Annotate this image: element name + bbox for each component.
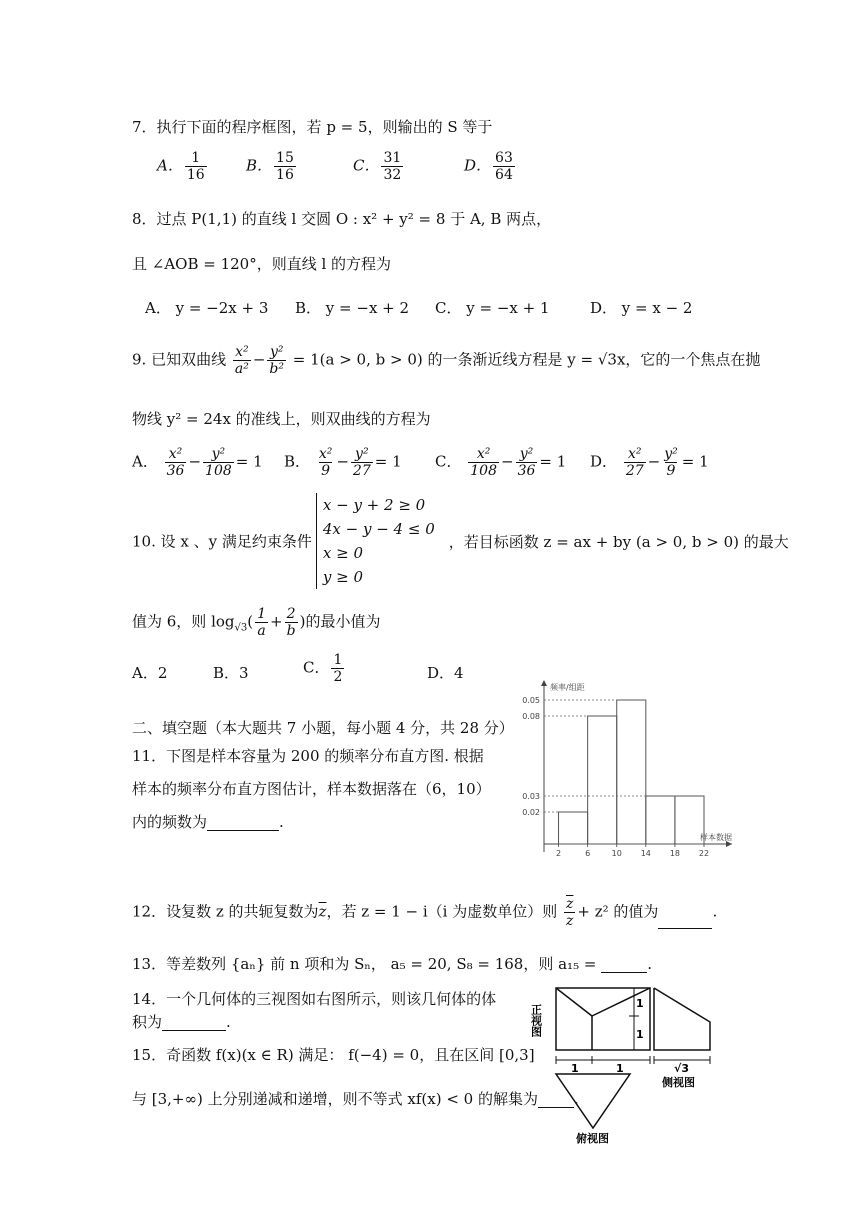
dim-label-1b: 1 xyxy=(636,1028,644,1041)
top-view-label: 俯视图 xyxy=(576,1132,609,1145)
front-view-label: 正视图 xyxy=(530,1004,543,1037)
x-axis-label: 样本数据 xyxy=(700,833,732,842)
y-tick-label: 0.03 xyxy=(522,792,540,801)
histogram-bar xyxy=(646,796,675,844)
section-heading: 二、填空题（本大题共 7 小题，每小题 4 分，共 28 分） xyxy=(132,719,514,737)
q7-option-a: A． $\frac{1}{16}$ xyxy=(157,150,205,183)
q9-line2: 物线 y² = 24x 的准线上，则双曲线的方程为 xyxy=(132,410,431,428)
q11-line2: 样本的频率分布直方图估计，样本数据落在（6，10） xyxy=(132,780,491,798)
q7-option-c: C． $\frac{31}{32}$ xyxy=(353,150,402,183)
answer-blank xyxy=(207,830,279,831)
q10-stem: 10. 设 x 、y 满足约束条件 x − y + 2 ≥ 0 4x − y − 4 ≤ 0 x ≥ 0 y ≥ 0 ，若目标函数 z = ax + by (a > 0, b > 0) 的最大 xyxy=(132,493,789,589)
q9-stem: 9. 已知双曲线 $\frac{\text{x²}}{\text{a²}}$ − $\frac{\text{y²}}{\text{b²}}$ = 1(a > 0, b > 0) 的一条渐近线方程是 y = √3x，它的一个焦点在抛 xyxy=(132,344,761,377)
q8-option-b: B． y = −x + 2 xyxy=(295,299,410,317)
answer-blank xyxy=(658,928,712,929)
dim-label-sqrt3: √3 xyxy=(674,1062,689,1075)
x-tick-label: 2 xyxy=(555,849,562,858)
y-tick-label: 0.08 xyxy=(522,712,540,721)
x-tick-label: 14 xyxy=(640,849,651,858)
q10-option-c: C． $\frac{1}{2}$ xyxy=(303,652,343,685)
x-tick-label: 18 xyxy=(669,849,681,858)
x-tick-label: 22 xyxy=(698,849,710,858)
q10-option-d: D．4 xyxy=(427,664,464,682)
x-tick-label: 10 xyxy=(611,849,622,858)
dim-label-1a: 1 xyxy=(636,997,644,1010)
q13: 13．等差数列 {aₙ} 前 n 项和为 Sₙ， a₅ = 20, S₈ = 168，则 a₁₅ = . xyxy=(132,955,652,973)
constraint-system: x − y + 2 ≥ 0 4x − y − 4 ≤ 0 x ≥ 0 y ≥ 0 xyxy=(316,493,435,589)
q9-option-c: C． $\frac{\text{x²}}{108}$ − $\frac{\text{y²}}{36}$ = 1 xyxy=(435,446,567,479)
q15-line1: 15．奇函数 f(x)(x ∈ R) 满足： f(−4) = 0，且在区间 [0,3] xyxy=(132,1046,535,1064)
three-views-diagram xyxy=(530,976,730,1151)
q8-stem: 8．过点 P(1,1) 的直线 l 交圆 O : x² + y² = 8 于 A, B 两点， xyxy=(132,210,552,228)
dim-label-1c: 1 xyxy=(571,1062,579,1075)
q10-option-b: B．3 xyxy=(213,664,249,682)
y-tick-label: 0.05 xyxy=(522,696,540,705)
side-view-label: 侧视图 xyxy=(662,1076,695,1089)
answer-blank xyxy=(162,1030,226,1031)
histogram-bar xyxy=(588,716,617,844)
q8-line2: 且 ∠AOB = 120°，则直线 l 的方程为 xyxy=(132,255,392,273)
q8-option-c: C． y = −x + 1 xyxy=(435,299,550,317)
side-view xyxy=(654,988,710,1050)
answer-blank xyxy=(601,972,647,973)
y-axis-arrow xyxy=(541,680,547,686)
top-view xyxy=(556,1074,630,1128)
q8-option-a: A． y = −2x + 3 xyxy=(145,299,269,317)
q12: 12．设复数 z 的共轭复数为$\overline{z}$，若 z = 1 − i（i 为虚数单位）则 $\frac{\overline{z}}{z}$ + z² 的值为 . xyxy=(132,896,718,929)
q11-line3: 内的频数为 . xyxy=(132,813,284,831)
y-tick-label: 0.02 xyxy=(522,808,540,817)
q7-option-b: B． $\frac{15}{16}$ xyxy=(246,150,294,183)
x-tick-label: 6 xyxy=(585,849,591,858)
dim-label-1d: 1 xyxy=(616,1062,624,1075)
q14-line1: 14．一个几何体的三视图如右图所示，则该几何体的体 xyxy=(132,990,497,1008)
q10-line2: 值为 6，则 $\log_{√3}$( $\frac{1}{a}$ + $\frac{2}{b}$ )的最小值为 xyxy=(132,606,381,639)
q10-option-a: A．2 xyxy=(132,664,168,682)
frequency-histogram xyxy=(510,676,740,866)
q9-option-b: B． $\frac{\text{x²}}{9}$ − $\frac{\text{y²}}{27}$ = 1 xyxy=(284,446,402,479)
q15-line2: 与 [3,+∞) 上分别递减和递增，则不等式 xf(x) < 0 的解集为 . xyxy=(132,1090,579,1108)
y-axis-label: 频率/组距 xyxy=(550,683,585,692)
q7-option-d: D． $\frac{63}{64}$ xyxy=(464,150,513,183)
q11-line1: 11．下图是样本容量为 200 的频率分布直方图. 根据 xyxy=(132,747,484,765)
q8-option-d: D． y = x − 2 xyxy=(590,299,693,317)
q7-stem: 7．执行下面的程序框图，若 p = 5，则输出的 S 等于 xyxy=(132,118,493,136)
q9-option-d: D． $\frac{\text{x²}}{27}$ − $\frac{\text{y²}}{9}$ = 1 xyxy=(590,446,709,479)
histogram-bar xyxy=(617,700,646,844)
q14-line2: 积为 . xyxy=(132,1013,231,1031)
histogram-bar xyxy=(559,812,588,844)
q9-option-a: A． $\frac{\text{x²}}{36}$ − $\frac{\text{y²}}{108}$ = 1 xyxy=(132,446,263,479)
